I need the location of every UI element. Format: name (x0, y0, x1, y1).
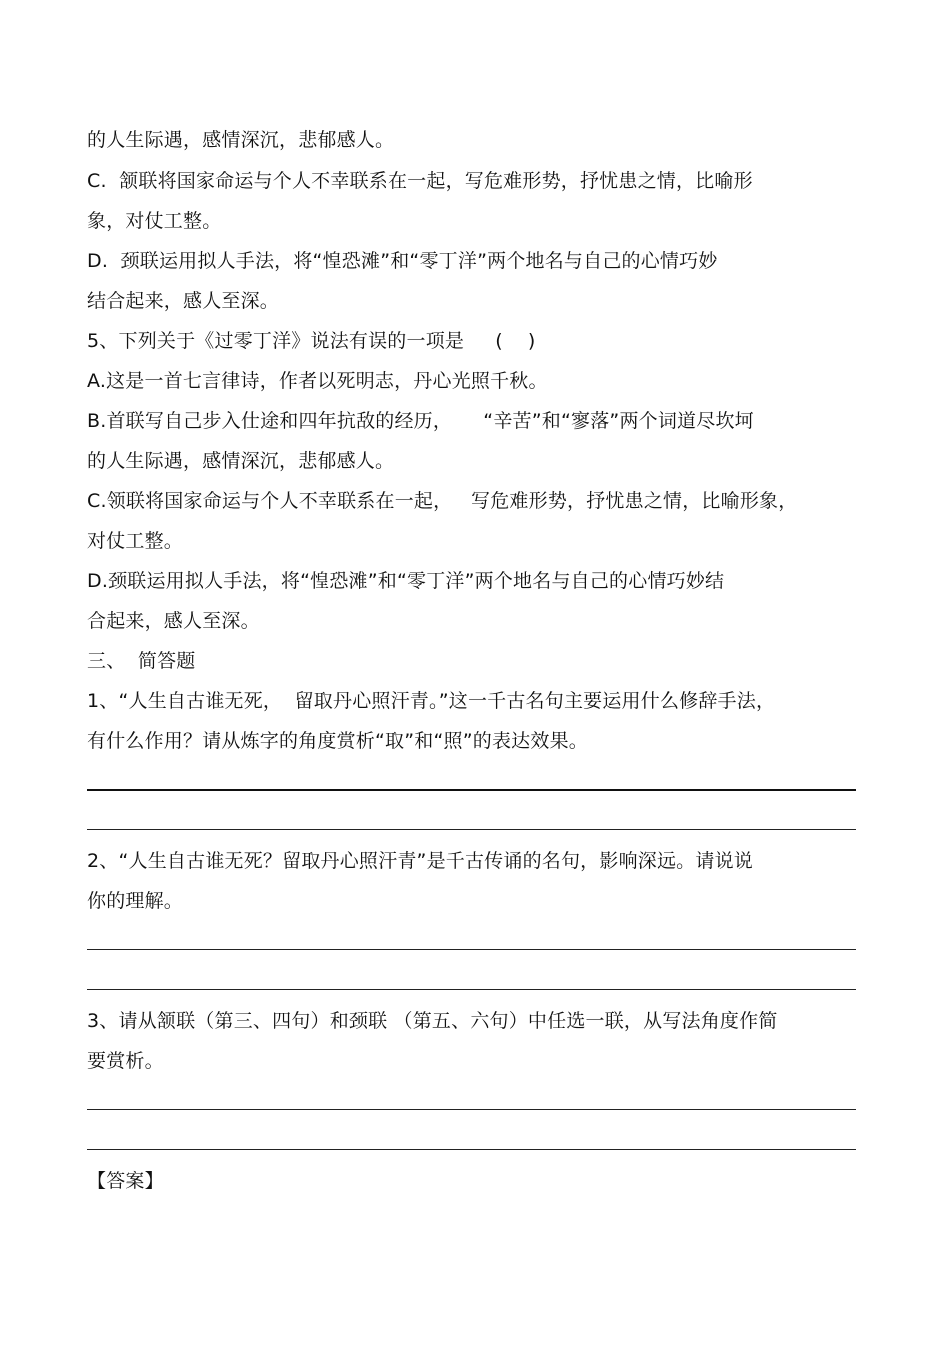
q5-option-d-line-2: 合起来，感人至深。 (87, 610, 260, 632)
answer-line (87, 949, 856, 950)
option-b-continuation: 的人生际遇，感情深沉，悲郁感人。 (87, 129, 395, 151)
section-heading: 三、 简答题 (87, 650, 196, 672)
question-5: 5、下列关于《过零丁洋》说法有误的一项是 ( ) (87, 330, 536, 352)
short-q2-line-2: 你的理解。 (87, 890, 184, 912)
option-d-line-1: D. 颈联运用拟人手法，将“惶恐滩”和“零丁洋”两个地名与自己的心情巧妙 (87, 250, 718, 272)
option-c-line-1: C. 颔联将国家命运与个人不幸联系在一起，写危难形势，抒忧患之情，比喻形 (87, 170, 753, 192)
short-q1-line-1: 1、“人生自古谁无死， 留取丹心照汗青。”这一千古名句主要运用什么修辞手法， (87, 690, 776, 712)
q5-option-b-line-1: B.首联写自己步入仕途和四年抗敌的经历， “辛苦”和“寥落”两个词道尽坎坷 (87, 410, 754, 432)
option-c-line-2: 象，对仗工整。 (87, 210, 222, 232)
short-q3-line-2: 要赏析。 (87, 1050, 164, 1072)
short-q2-line-1: 2、“人生自古谁无死？留取丹心照汗青”是千古传诵的名句，影响深远。请说说 (87, 850, 753, 872)
q5-option-b-line-2: 的人生际遇，感情深沉，悲郁感人。 (87, 450, 395, 472)
answer-line (87, 1149, 856, 1150)
answer-line (87, 1109, 856, 1110)
short-q1-line-2: 有什么作用？请从炼字的角度赏析“取”和“照”的表达效果。 (87, 730, 588, 752)
q5-option-c-line-2: 对仗工整。 (87, 530, 184, 552)
q5-option-d-line-1: D.颈联运用拟人手法，将“惶恐滩”和“零丁洋”两个地名与自己的心情巧妙结 (87, 570, 725, 592)
answer-line (87, 789, 856, 791)
answer-heading: 【答案】 (87, 1170, 164, 1192)
answer-line (87, 829, 856, 830)
q5-option-a: A.这是一首七言律诗，作者以死明志，丹心光照千秋。 (87, 370, 548, 392)
q5-option-c-line-1: C.领联将国家命运与个人不幸联系在一起， 写危难形势，抒忧患之情，比喻形象， (87, 490, 798, 512)
option-d-line-2: 结合起来，感人至深。 (87, 290, 280, 312)
answer-line (87, 989, 856, 990)
short-q3-line-1: 3、请从颔联（第三、四句）和颈联 （第五、六句）中任选一联，从写法角度作简 (87, 1010, 778, 1032)
